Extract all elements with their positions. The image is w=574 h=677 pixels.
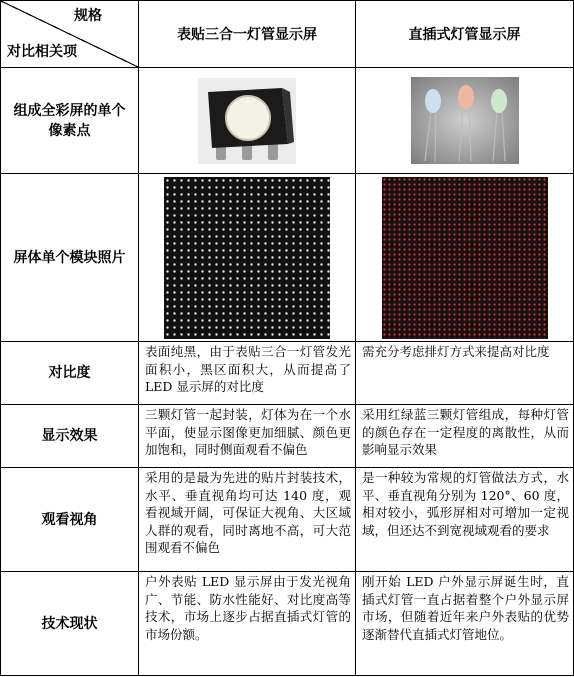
row-label: 屏体单个模块照片: [1, 174, 139, 342]
dip-module-photo: [382, 177, 548, 339]
row-label: 技术现状: [1, 572, 139, 676]
row-label: 对比度: [1, 342, 139, 405]
spec-label: 规格: [74, 8, 102, 24]
header-corner-cell: [1, 1, 139, 68]
smd-module-photo: [164, 177, 330, 339]
col1-cell: 户外表贴 LED 显示屏由于发光视角广、节能、防水性能好、对比度高等技术，市场上逐步占据直插式灯管的市场份额。: [139, 572, 356, 676]
row-label: 观看视角: [1, 468, 139, 572]
smd-led-chip-image: [198, 78, 296, 164]
dip-led-image: [411, 77, 519, 164]
col2-cell: 是一种较为常规的灯管做法方式，水平、垂直视角分别为 120°、60 度，相对较小，弧形屏相对可增加一定视域，但还达不到宽视域观看的要求: [356, 468, 574, 572]
col1-cell: 三颗灯管一起封装，灯体为在一个水平面，使显示图像更加细腻、颜色更加饱和，同时侧面观看不偏色: [139, 405, 356, 468]
col1-cell: 采用的是最为先进的贴片封装技术，水平、垂直视角均可达 140 度，观看视域开阔，可保证大视角、大区域人群的观看，同时离地不高，可大范围观看不偏色: [139, 468, 356, 572]
col1-title: 表贴三合一灯管显示屏: [139, 1, 356, 68]
table-row: [1, 174, 574, 342]
row-label: 显示效果: [1, 405, 139, 468]
table-row: [1, 468, 574, 572]
table-row: [1, 405, 574, 468]
diagonal-header: [1, 1, 138, 67]
table-row: [1, 68, 574, 174]
table-row: [1, 572, 574, 676]
dip-pixel-image-cell: [356, 68, 574, 174]
smd-module-image-cell: [139, 174, 356, 342]
row-label: 组成全彩屏的单个像素点: [1, 68, 139, 174]
col2-cell: 需充分考虑排灯方式来提高对比度: [356, 342, 574, 405]
dip-module-image-cell: [356, 174, 574, 342]
col2-cell: 采用红绿蓝三颗灯管组成，每种灯管的颜色存在一定程度的离散性，从而影响显示效果: [356, 405, 574, 468]
col2-cell: 刚开始 LED 户外显示屏诞生时，直插式灯管一直占据着整个户外显示屏市场，但随着近年来户外表贴的优势逐渐替代直插式灯管地位。: [356, 572, 574, 676]
smd-pixel-image-cell: [139, 68, 356, 174]
col2-title: 直插式灯管显示屏: [356, 1, 574, 68]
compare-label: 对比相关项: [7, 44, 77, 60]
col1-cell: 表面纯黑，由于表贴三合一灯管发光面积小，黑区面积大，从而提高了 LED 显示屏的对比度: [139, 342, 356, 405]
table-row: [1, 342, 574, 405]
header-row: [1, 1, 574, 68]
